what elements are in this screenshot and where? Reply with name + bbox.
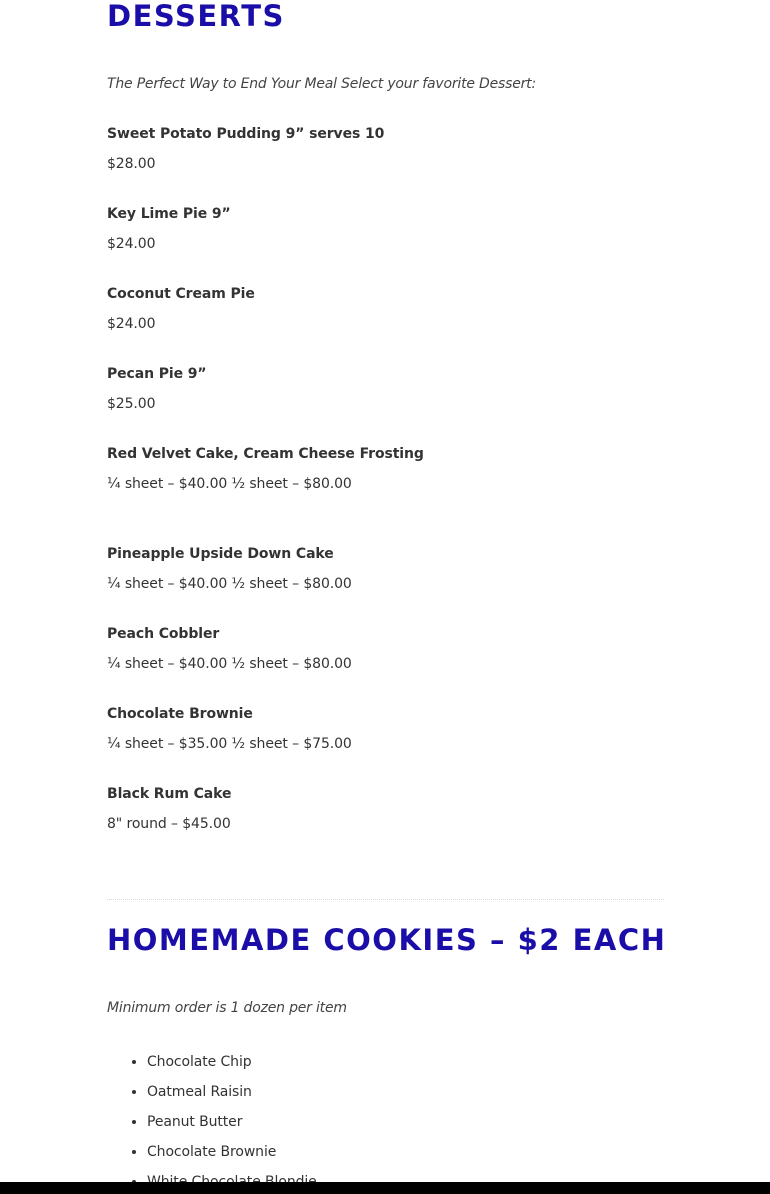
dessert-price: ¼ sheet – $35.00 ½ sheet – $75.00 bbox=[107, 736, 352, 752]
dessert-price: $24.00 bbox=[107, 316, 156, 332]
dessert-price: $25.00 bbox=[107, 396, 156, 412]
dessert-price: ¼ sheet – $40.00 ½ sheet – $80.00 bbox=[107, 476, 352, 492]
dessert-price: ¼ sheet – $40.00 ½ sheet – $80.00 bbox=[107, 656, 352, 672]
desserts-intro: The Perfect Way to End Your Meal Select your favorite Dessert: bbox=[107, 76, 536, 92]
cookie-item: • Chocolate Brownie bbox=[147, 1137, 317, 1167]
cookie-item: • Chocolate Chip bbox=[147, 1047, 317, 1077]
cookie-item: • Oatmeal Raisin bbox=[147, 1077, 317, 1107]
cookies-heading: HOMEMADE COOKIES – $2 EACH bbox=[107, 923, 667, 957]
dessert-name: Coconut Cream Pie bbox=[107, 286, 255, 302]
dessert-name: Black Rum Cake bbox=[107, 786, 232, 802]
dessert-name: Sweet Potato Pudding 9” serves 10 bbox=[107, 126, 385, 142]
cookies-minimum-note: Minimum order is 1 dozen per item bbox=[107, 1000, 347, 1016]
dessert-name: Pecan Pie 9” bbox=[107, 366, 207, 382]
dessert-name: Key Lime Pie 9” bbox=[107, 206, 231, 222]
dessert-name: Chocolate Brownie bbox=[107, 706, 253, 722]
dessert-price: ¼ sheet – $40.00 ½ sheet – $80.00 bbox=[107, 576, 352, 592]
dessert-name: Pineapple Upside Down Cake bbox=[107, 546, 334, 562]
bottom-bar bbox=[0, 1182, 770, 1194]
cookie-list bbox=[107, 1047, 317, 1194]
dessert-name: Red Velvet Cake, Cream Cheese Frosting bbox=[107, 446, 424, 462]
dessert-price: $28.00 bbox=[107, 156, 156, 172]
cookie-item: • Peanut Butter bbox=[147, 1107, 317, 1137]
section-divider bbox=[107, 899, 664, 900]
dessert-price: 8" round – $45.00 bbox=[107, 816, 231, 832]
desserts-heading: DESSERTS bbox=[107, 0, 285, 33]
dessert-price: $24.00 bbox=[107, 236, 156, 252]
dessert-name: Peach Cobbler bbox=[107, 626, 220, 642]
